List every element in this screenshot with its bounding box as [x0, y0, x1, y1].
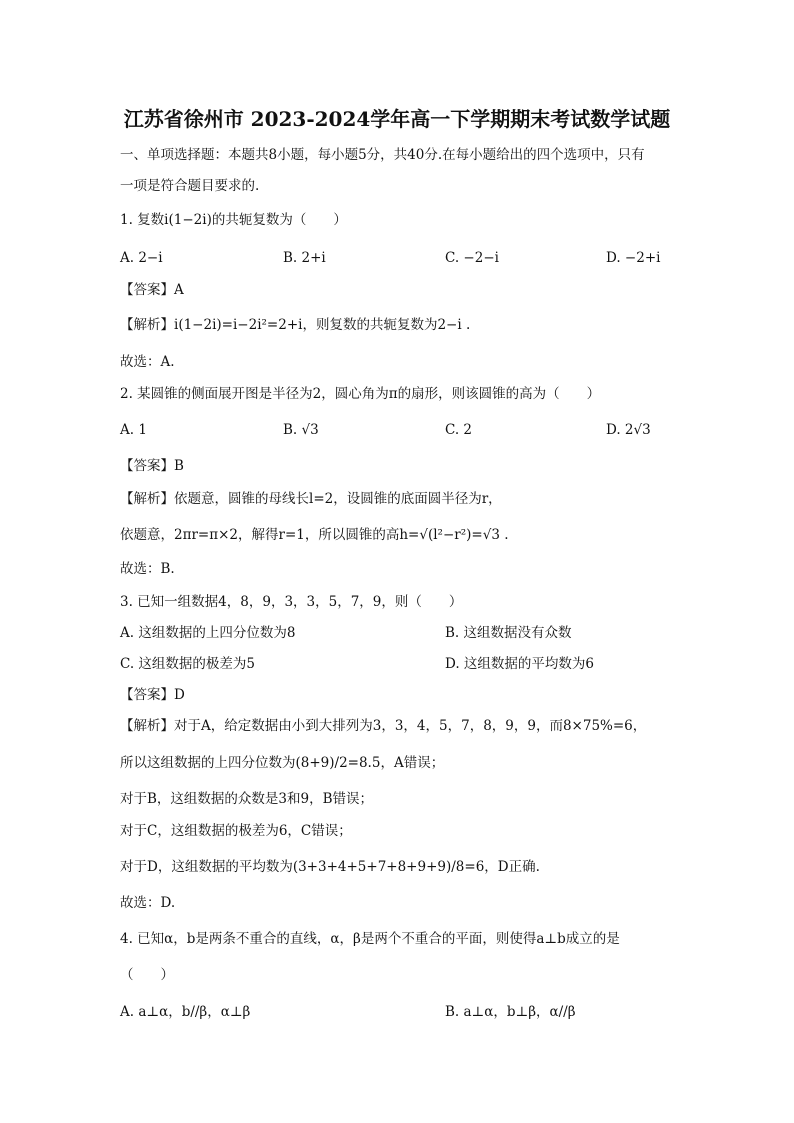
q3-option-b: B. 这组数据没有众数: [445, 625, 572, 641]
q4-stem-line1: 4. 已知α，b是两条不重合的直线，α，β是两个不重合的平面，则使得a⊥b成立的是: [120, 931, 620, 947]
q1-conclusion: 故选：A.: [120, 354, 175, 370]
q4-stem-line2: （ ）: [120, 967, 174, 983]
q3-option-c: C. 这组数据的极差为5: [120, 656, 256, 672]
q3-stem: 3. 已知一组数据4，8，9，3，3，5，7，9，则（ ）: [120, 594, 463, 610]
q2-conclusion: 故选：B.: [120, 561, 175, 577]
q2-option-a: A. 1: [120, 422, 147, 438]
q2-option-c: C. 2: [445, 422, 473, 438]
q1-stem: 1. 复数i(1−2i)的共轭复数为（ ）: [120, 212, 347, 228]
q3-analysis-line3: 对于B，这组数据的众数是3和9，B错误；: [120, 791, 374, 807]
section-instruction-line2: 一项是符合题目要求的.: [120, 178, 260, 194]
q1-answer: 【答案】A: [120, 282, 184, 298]
q4-option-b: B. a⊥α，b⊥β，α//β: [445, 1004, 576, 1020]
q1-option-d: D. −2+i: [606, 250, 661, 266]
q2-option-b: B. √3: [283, 422, 319, 438]
q2-option-d: D. 2√3: [606, 422, 651, 438]
q3-analysis-line4: 对于C，这组数据的极差为6，C错误；: [120, 823, 352, 839]
section-instruction-line1: 一、单项选择题：本题共8小题，每小题5分，共40分.在每小题给出的四个选项中，只有: [120, 147, 645, 163]
q3-conclusion: 故选：D.: [120, 895, 176, 911]
q1-analysis: 【解析】i(1−2i)=i−2i²=2+i，则复数的共轭复数为2−i .: [120, 317, 471, 333]
q1-option-b: B. 2+i: [283, 250, 326, 266]
q1-option-a: A. 2−i: [120, 250, 163, 266]
q3-analysis-line5: 对于D，这组数据的平均数为(3+3+4+5+7+8+9+9)/8=6，D正确.: [120, 859, 540, 875]
q4-option-a: A. a⊥α，b//β，α⊥β: [120, 1004, 251, 1020]
q3-option-d: D. 这组数据的平均数为6: [445, 656, 595, 672]
q2-analysis-line2: 依题意，2πr=π×2，解得r=1，所以圆锥的高h=√(l²−r²)=√3 .: [120, 527, 509, 543]
q1-option-c: C. −2−i: [445, 250, 499, 266]
q3-analysis-line2: 所以这组数据的上四分位数为(8+9)/2=8.5，A错误；: [120, 755, 445, 771]
q3-option-a: A. 这组数据的上四分位数为8: [120, 625, 296, 641]
exam-title: 江苏省徐州市 2023-2024学年高一下学期期末考试数学试题: [123, 107, 671, 131]
q2-answer: 【答案】B: [120, 458, 184, 474]
q2-analysis-line1: 【解析】依题意，圆锥的母线长l=2，设圆锥的底面圆半径为r，: [120, 491, 502, 507]
q2-stem: 2. 某圆锥的侧面展开图是半径为2，圆心角为π的扇形，则该圆锥的高为（ ）: [120, 386, 601, 402]
q3-answer: 【答案】D: [120, 687, 185, 703]
q3-analysis-line1: 【解析】对于A，给定数据由小到大排列为3，3，4，5，7，8，9，9，而8×75%=6，: [120, 718, 647, 734]
